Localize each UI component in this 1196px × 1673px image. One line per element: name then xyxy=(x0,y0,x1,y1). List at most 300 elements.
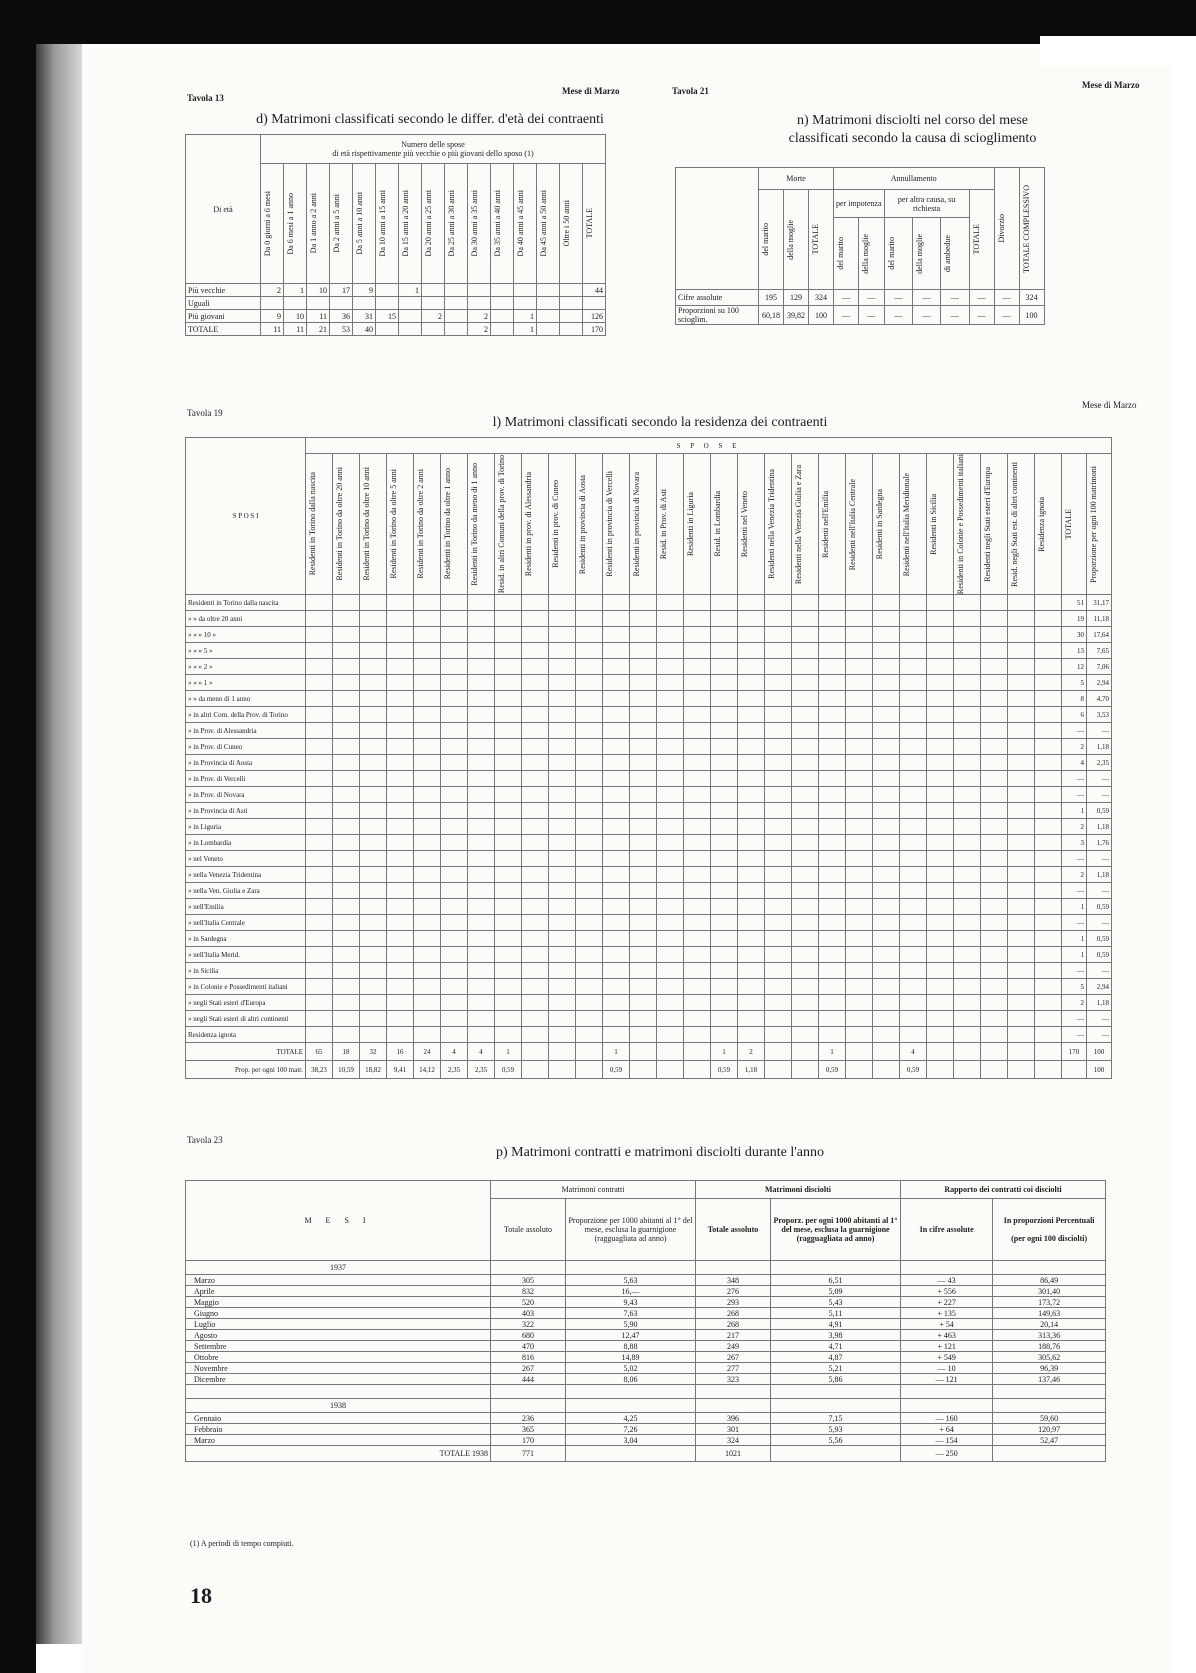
table-l-cell xyxy=(576,691,603,707)
table-l-cell xyxy=(711,755,738,771)
table-l-cell xyxy=(873,627,900,643)
table-l-cell xyxy=(981,787,1008,803)
table-d-cell xyxy=(399,323,422,336)
table-l-cell xyxy=(981,755,1008,771)
table-l-col-29 xyxy=(1087,454,1112,595)
table-l-cell xyxy=(981,883,1008,899)
table-l-col-4 xyxy=(414,454,441,595)
table-l-row-total: — xyxy=(1062,1027,1087,1043)
table-l-cell xyxy=(792,867,819,883)
table-l-cell xyxy=(630,1011,657,1027)
table-l-cell xyxy=(387,771,414,787)
table-l-cell xyxy=(603,851,630,867)
table-p-row xyxy=(186,1352,1106,1363)
table-l-cell xyxy=(333,595,360,611)
table-l-cell xyxy=(549,707,576,723)
table-l-cell xyxy=(873,723,900,739)
table-l-cell xyxy=(360,595,387,611)
table-l-cell xyxy=(684,595,711,611)
table-l-cell xyxy=(576,995,603,1011)
table-n-corner xyxy=(676,168,759,290)
table-l-cell xyxy=(846,995,873,1011)
table-l-cell xyxy=(549,643,576,659)
table-l-prop-cell: 0,59 xyxy=(900,1061,927,1079)
table-l-cell xyxy=(900,947,927,963)
table-l-cell xyxy=(954,1027,981,1043)
table-l-cell xyxy=(711,787,738,803)
table-l-totale-cell xyxy=(549,1043,576,1061)
table-l-cell xyxy=(927,627,954,643)
table-l-cell xyxy=(306,979,333,995)
table-l-cell xyxy=(333,835,360,851)
table-l-row-prop: 0,59 xyxy=(1087,899,1112,915)
table-l-cell xyxy=(657,771,684,787)
table-l-cell xyxy=(333,739,360,755)
page-number: 18 xyxy=(190,1583,212,1608)
table-l-cell xyxy=(792,739,819,755)
table-l-col-8-label: Residenti in prov. di Alessandria xyxy=(524,472,533,577)
table-d-cell xyxy=(491,284,514,297)
table-d-cell: 17 xyxy=(330,284,353,297)
table-l-totale-cell: 1 xyxy=(495,1043,522,1061)
table-l-cell xyxy=(1035,755,1062,771)
table-l-cell xyxy=(765,915,792,931)
table-l-cell xyxy=(657,915,684,931)
table-l-cell xyxy=(981,595,1008,611)
table-l-totale-cell: 18 xyxy=(333,1043,360,1061)
table-d xyxy=(185,134,606,336)
table-p-empty xyxy=(491,1385,566,1399)
table-l-cell xyxy=(873,771,900,787)
table-l-totale-cell: 2 xyxy=(738,1043,765,1061)
table-l-cell xyxy=(819,867,846,883)
table-l-cell xyxy=(603,659,630,675)
table-l-cell xyxy=(630,611,657,627)
table-l-cell xyxy=(981,931,1008,947)
table-l-cell xyxy=(495,899,522,915)
table-l-cell xyxy=(873,787,900,803)
table-p-month: Luglio xyxy=(186,1319,491,1330)
table-l-cell xyxy=(360,691,387,707)
table-l-cell xyxy=(306,755,333,771)
table-l-cell xyxy=(522,835,549,851)
table-l-cell xyxy=(1035,851,1062,867)
table-l-cell xyxy=(765,691,792,707)
table-l-cell xyxy=(1008,963,1035,979)
table-l-row xyxy=(186,963,1112,979)
table-d-cell: 1 xyxy=(514,323,537,336)
table-l-cell xyxy=(657,787,684,803)
table-n-cell: — xyxy=(884,290,912,306)
table-l-cell xyxy=(900,915,927,931)
table-l-cell xyxy=(576,819,603,835)
table-l-cell xyxy=(468,819,495,835)
table-d-cell: 36 xyxy=(330,310,353,323)
table-l-col-24-label: Residenti in Colonie e Possedimenti italiani xyxy=(956,454,965,595)
table-d-col-8 xyxy=(445,164,468,284)
table-l-row xyxy=(186,691,1112,707)
table-l-cell xyxy=(738,1011,765,1027)
table-l-cell xyxy=(819,771,846,787)
table-l-cell xyxy=(819,835,846,851)
table-l-cell xyxy=(684,771,711,787)
table-l-cell xyxy=(549,691,576,707)
table-l-row xyxy=(186,851,1112,867)
table-l-cell xyxy=(387,819,414,835)
table-l-col-19 xyxy=(819,454,846,595)
table-l-row-label: » negli Stati esteri d'Europa xyxy=(186,995,306,1011)
table-d-cell: 2 xyxy=(468,310,491,323)
table-l-row-label: » in Sicilia xyxy=(186,963,306,979)
table-l-cell xyxy=(468,1027,495,1043)
table-l-row-label: » in Prov. di Alessandria xyxy=(186,723,306,739)
table-l-row-prop: 7,65 xyxy=(1087,643,1112,659)
table-l-cell xyxy=(333,659,360,675)
table-l-cell xyxy=(333,851,360,867)
table-l-row-label: » in Prov. di Novara xyxy=(186,787,306,803)
table-l-cell xyxy=(522,611,549,627)
table-l-cell xyxy=(1035,595,1062,611)
table-l-cell xyxy=(657,643,684,659)
table-l-prop-cell: 0,59 xyxy=(495,1061,522,1079)
table-l-cell xyxy=(684,851,711,867)
table-l-cell xyxy=(630,595,657,611)
table-l-cell xyxy=(495,931,522,947)
table-p-cifre: + 463 xyxy=(901,1330,993,1341)
table-d-cell xyxy=(560,310,583,323)
table-l-cell xyxy=(441,643,468,659)
table-l-cell xyxy=(738,771,765,787)
table-p-td: 277 xyxy=(696,1363,771,1374)
table-l-row xyxy=(186,755,1112,771)
table-l-cell xyxy=(522,1027,549,1043)
table-p-month: Marzo xyxy=(186,1435,491,1446)
table-l-cell xyxy=(468,979,495,995)
table-l-row-prop: 1,76 xyxy=(1087,835,1112,851)
table-p-mesi-header: M E S I xyxy=(186,1181,491,1261)
table-l-cell xyxy=(468,659,495,675)
table-l-col-6 xyxy=(468,454,495,595)
table-l-cell xyxy=(387,1011,414,1027)
table-l-cell xyxy=(576,755,603,771)
table-l-row-label: » nell'Emilia xyxy=(186,899,306,915)
table-l-cell xyxy=(954,755,981,771)
table-p-empty xyxy=(771,1385,901,1399)
table-l-cell xyxy=(819,851,846,867)
table-l-cell xyxy=(603,755,630,771)
table-l-row-total: 5 xyxy=(1062,675,1087,691)
table-l-cell xyxy=(981,707,1008,723)
table-l-cell xyxy=(711,723,738,739)
table-l-cell xyxy=(657,851,684,867)
table-l-cell xyxy=(711,707,738,723)
table-l-cell xyxy=(738,931,765,947)
footnote: (1) A periodi di tempo compiuti. xyxy=(190,1539,294,1548)
table-l-col-3 xyxy=(387,454,414,595)
table-l-cell xyxy=(765,611,792,627)
table-l-cell xyxy=(657,739,684,755)
table-l-cell xyxy=(657,691,684,707)
table-l-cell xyxy=(387,1027,414,1043)
table-l-cell xyxy=(1008,723,1035,739)
table-n-title-line1: n) Matrimoni disciolti nel corso del mese xyxy=(797,113,1028,128)
table-l-cell xyxy=(603,707,630,723)
table-l-totale-cell xyxy=(846,1043,873,1061)
table-p-empty xyxy=(696,1261,771,1275)
table-l-cell xyxy=(792,659,819,675)
table-l-cell xyxy=(549,899,576,915)
table-d-cell: 11 xyxy=(307,310,330,323)
table-l-cell xyxy=(333,931,360,947)
table-l-cell xyxy=(819,723,846,739)
table-l-totale-cell: 4 xyxy=(900,1043,927,1061)
table-l-cell xyxy=(468,595,495,611)
table-l-row-label: » » da oltre 20 anni xyxy=(186,611,306,627)
table-p-col-perc xyxy=(993,1199,1106,1261)
table-l-row-total: 30 xyxy=(1062,627,1087,643)
table-l-col-3-label: Residenti in Torino da oltre 5 anni xyxy=(389,469,398,579)
table-l-cell xyxy=(306,611,333,627)
table-d-cell xyxy=(583,297,606,310)
table-n-col-2 xyxy=(809,190,834,290)
table-l-cell xyxy=(468,899,495,915)
table-l-cell xyxy=(603,1011,630,1027)
table-l-cell xyxy=(981,979,1008,995)
table-l-cell xyxy=(306,851,333,867)
table-p-td: 268 xyxy=(696,1308,771,1319)
table-l-cell xyxy=(765,851,792,867)
table-l-cell xyxy=(414,787,441,803)
table-l-cell xyxy=(576,675,603,691)
table-d-col-6 xyxy=(399,164,422,284)
table-l-cell xyxy=(468,691,495,707)
table-p-month: Giugno xyxy=(186,1308,491,1319)
table-p-pc: 9,43 xyxy=(566,1297,696,1308)
table-l-cell xyxy=(522,995,549,1011)
table-l-cell xyxy=(630,915,657,931)
table-l-cell xyxy=(1035,723,1062,739)
table-l-cell xyxy=(306,675,333,691)
table-l-cell xyxy=(765,931,792,947)
table-l-cell xyxy=(360,915,387,931)
table-l-row-prop: — xyxy=(1087,787,1112,803)
table-p-month: Ottobre xyxy=(186,1352,491,1363)
scan-border-left xyxy=(0,0,36,1673)
table-l-cell xyxy=(360,723,387,739)
table-l-cell xyxy=(1008,771,1035,787)
table-p-grid xyxy=(185,1180,1106,1462)
table-l-cell xyxy=(684,739,711,755)
table-l-cell xyxy=(927,771,954,787)
table-p-pd: 5,56 xyxy=(771,1435,901,1446)
table-l-cell xyxy=(630,963,657,979)
table-d-col-1-label: Da 6 mesi a 1 anno xyxy=(286,192,295,255)
table-l-col-12-label: Residenti in provincia di Novara xyxy=(632,471,641,577)
table-p-row xyxy=(186,1424,1106,1435)
table-l-cell xyxy=(927,963,954,979)
table-l-cell xyxy=(846,931,873,947)
table-l-cell xyxy=(414,979,441,995)
table-l-cell xyxy=(576,611,603,627)
table-l-cell xyxy=(657,675,684,691)
table-p-perc: 188,76 xyxy=(993,1341,1106,1352)
table-l-row-total: 2 xyxy=(1062,867,1087,883)
table-l-cell xyxy=(468,675,495,691)
table-d-cell xyxy=(537,297,560,310)
table-l-cell xyxy=(927,867,954,883)
table-l-row-total: 2 xyxy=(1062,995,1087,1011)
table-l-cell xyxy=(981,803,1008,819)
table-p-tc: 680 xyxy=(491,1330,566,1341)
table-n-grid xyxy=(675,167,1045,325)
table-l-prop-cell: 38,23 xyxy=(306,1061,333,1079)
table-l-cell xyxy=(549,771,576,787)
table-l-prop-cell xyxy=(684,1061,711,1079)
table-l-cell xyxy=(603,675,630,691)
table-l-cell xyxy=(738,803,765,819)
table-d-cell xyxy=(399,310,422,323)
table-n-title-line2: classificati secondo la causa di scioglimento xyxy=(788,131,1037,146)
table-l-prop-cell xyxy=(522,1061,549,1079)
table-l-cell xyxy=(603,979,630,995)
table-l-cell xyxy=(900,675,927,691)
table-l-cell xyxy=(630,979,657,995)
table-l-cell xyxy=(630,867,657,883)
table-l-cell xyxy=(576,867,603,883)
table-l-totale-cell xyxy=(927,1043,954,1061)
table-l-cell xyxy=(333,899,360,915)
table-p-pc: 7,63 xyxy=(566,1308,696,1319)
table-l-row xyxy=(186,803,1112,819)
table-l-totale-cell xyxy=(765,1043,792,1061)
table-d-cell xyxy=(422,297,445,310)
table-p-cifre: + 556 xyxy=(901,1286,993,1297)
table-l-cell xyxy=(657,595,684,611)
table-l-cell xyxy=(468,851,495,867)
table-l-cell xyxy=(792,755,819,771)
table-d-row-label: Più giovani xyxy=(186,310,261,323)
table-d-cell xyxy=(468,284,491,297)
table-l-cell xyxy=(495,995,522,1011)
table-l-cell xyxy=(765,963,792,979)
table-l-cell xyxy=(1008,787,1035,803)
table-l-cell xyxy=(711,915,738,931)
table-l-cell xyxy=(1008,1011,1035,1027)
table-l-cell xyxy=(333,883,360,899)
table-l-col-26 xyxy=(1008,454,1035,595)
table-l-col-25 xyxy=(981,454,1008,595)
table-l-col-22 xyxy=(900,454,927,595)
table-d-row xyxy=(186,297,606,310)
table-l-cell xyxy=(873,867,900,883)
table-l-cell xyxy=(873,931,900,947)
table-l-cell xyxy=(360,867,387,883)
table-l-cell xyxy=(387,851,414,867)
table-l-row-prop: — xyxy=(1087,915,1112,931)
table-l-cell xyxy=(711,643,738,659)
table-l-cell xyxy=(603,963,630,979)
table-l-cell xyxy=(441,755,468,771)
table-l-cell xyxy=(549,963,576,979)
table-l-cell xyxy=(927,995,954,1011)
table-l-cell xyxy=(333,915,360,931)
table-l-cell xyxy=(765,659,792,675)
table-l-cell xyxy=(549,979,576,995)
table-l-cell xyxy=(630,739,657,755)
table-l-prop-cell xyxy=(846,1061,873,1079)
table-l-cell xyxy=(495,627,522,643)
table-l-cell xyxy=(603,931,630,947)
table-n-sub-impotenza: per impotenza xyxy=(834,190,885,218)
table-l-row-label: » » » 5 » xyxy=(186,643,306,659)
table-l-cell xyxy=(900,979,927,995)
table-l-col-10 xyxy=(576,454,603,595)
table-l-cell xyxy=(846,803,873,819)
table-l-cell xyxy=(657,995,684,1011)
table-l-cell xyxy=(441,659,468,675)
table-l-cell xyxy=(954,787,981,803)
table-p-tc: 305 xyxy=(491,1275,566,1286)
table-l-cell xyxy=(954,803,981,819)
table-l-cell xyxy=(333,675,360,691)
table-l-col-9-label: Residenti in prov. di Cuneo xyxy=(551,480,560,568)
table-l-cell xyxy=(873,755,900,771)
table-d-col-13-label: Oltre i 50 anni xyxy=(562,200,571,247)
table-p-tc: 170 xyxy=(491,1435,566,1446)
table-d-cell: 9 xyxy=(261,310,284,323)
table-l-cell xyxy=(738,899,765,915)
table-l-col-27 xyxy=(1035,454,1062,595)
table-l-cell xyxy=(603,915,630,931)
table-l-cell xyxy=(1008,739,1035,755)
table-l-cell xyxy=(981,963,1008,979)
table-l-cell xyxy=(846,675,873,691)
table-l-prop-cell: 0,59 xyxy=(603,1061,630,1079)
table-d-cell xyxy=(560,323,583,336)
table-p-cifre: + 549 xyxy=(901,1352,993,1363)
table-l-cell xyxy=(468,915,495,931)
table-l-cell xyxy=(765,771,792,787)
table-l-row-label: » in Colonie e Possedimenti italiani xyxy=(186,979,306,995)
table-l-cell xyxy=(765,883,792,899)
table-l-cell xyxy=(765,803,792,819)
table-l-cell xyxy=(738,755,765,771)
table-l-prop-cell: 2,35 xyxy=(468,1061,495,1079)
table-l-cell xyxy=(819,819,846,835)
table-l-row-total: — xyxy=(1062,851,1087,867)
table-l-col-18 xyxy=(792,454,819,595)
table-l-col-1 xyxy=(333,454,360,595)
table-l-cell xyxy=(1035,643,1062,659)
table-l-cell xyxy=(900,707,927,723)
table-l-cell xyxy=(441,595,468,611)
table-p-pd: 5,11 xyxy=(771,1308,901,1319)
table-l-row-total: 5 xyxy=(1062,979,1087,995)
table-p-total-cifre: — 250 xyxy=(901,1446,993,1462)
table-l-cell xyxy=(900,611,927,627)
table-l-cell xyxy=(711,995,738,1011)
table-l-cell xyxy=(495,643,522,659)
table-l-cell xyxy=(981,947,1008,963)
table-l-cell xyxy=(360,995,387,1011)
header-right-tavola: Tavola 21 xyxy=(672,86,709,96)
table-l-cell xyxy=(360,883,387,899)
table-l-cell xyxy=(900,1011,927,1027)
header-left-tavola: Tavola 13 xyxy=(187,93,224,103)
table-l-cell xyxy=(900,595,927,611)
table-l-prop-cell xyxy=(927,1061,954,1079)
table-l-row-label: » in Prov. di Vercelli xyxy=(186,771,306,787)
